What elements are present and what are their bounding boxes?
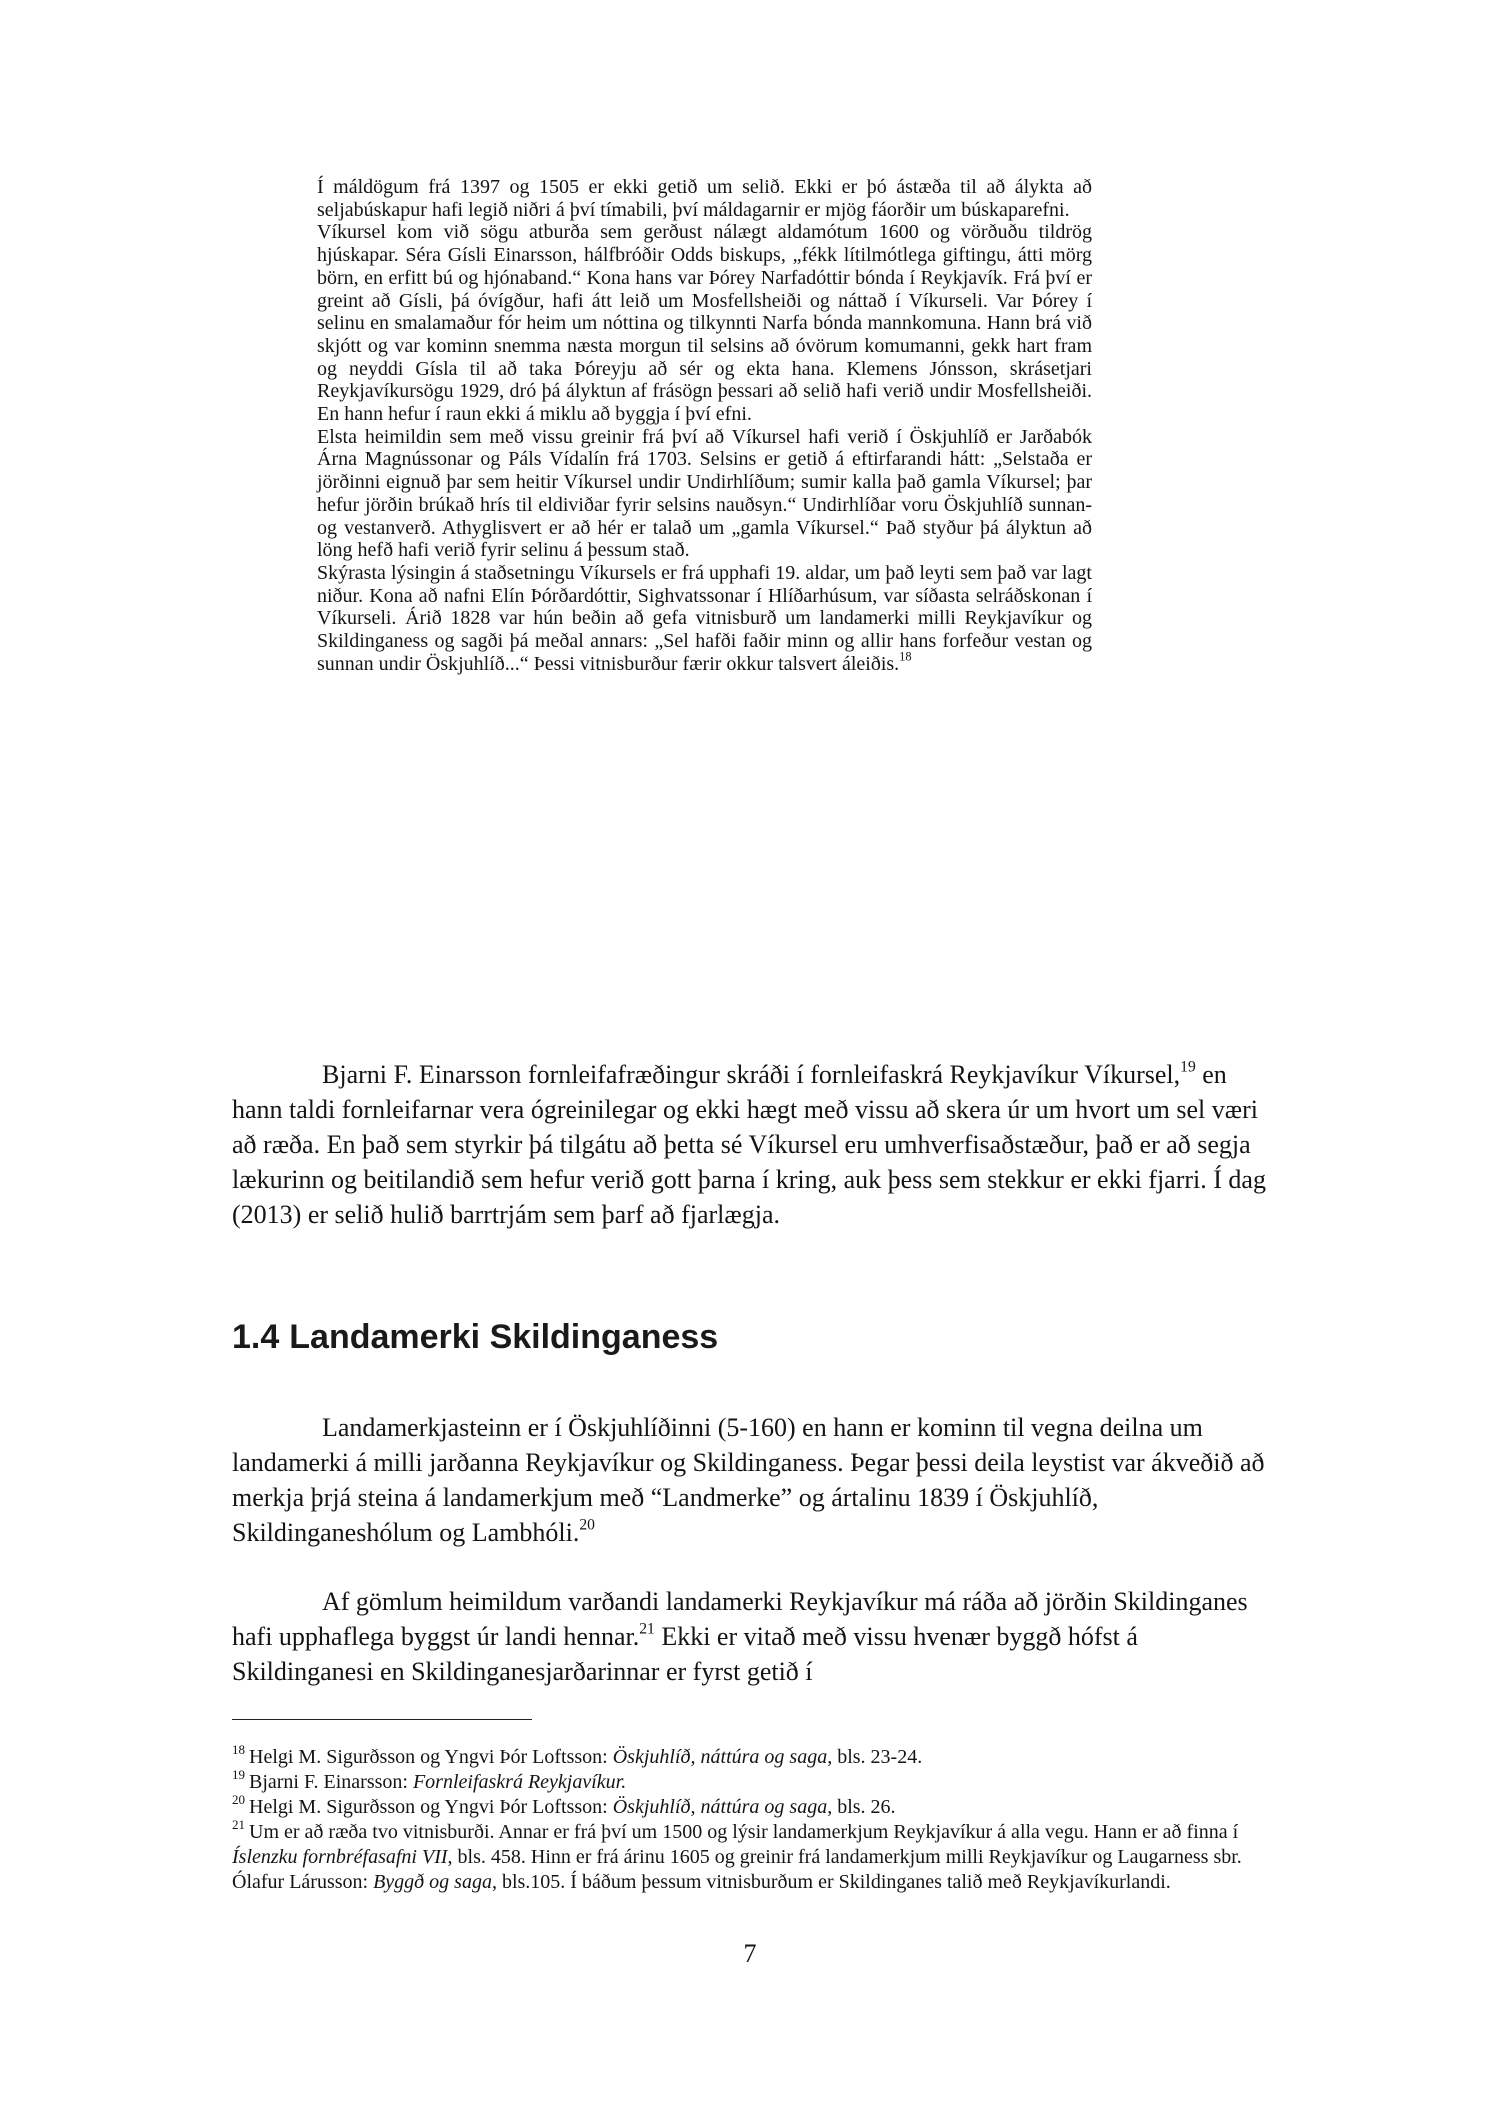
footnote-title: Öskjuhlíð, náttúra og saga,	[612, 1746, 833, 1768]
section-title: Landamerki Skildinganess	[289, 1318, 719, 1356]
footnote-text: Um er að ræða tvo vitnisburði. Annar er frá því um 1500 og lýsir landamerkjum Reykjavíkur á alla vegu. Hann er að finna í	[249, 1821, 1239, 1843]
footnote-ref-20[interactable]: 20	[579, 1516, 595, 1534]
footnote-text: Bjarni F. Einarsson:	[249, 1771, 413, 1793]
footnote-ref-19[interactable]: 19	[1180, 1058, 1196, 1076]
quote-paragraph-2: Víkursel kom við sögu atburða sem gerðust nálægt aldamótum 1600 og vörðuðu tildrög hjúskapar. Séra Gísli Einarsson, hálfbróðir Odds biskups, „fékk lítilmótlega giftingu, átti mörg börn, en erfitt bú og hjónaband.“ Kona hans var Þórey Narfadóttir bónda í Reykjavík. Frá því er greint að Gísli, þá óvígður, hafi átt leið um Mosfellsheiði og náttað í Víkurseli. Var Þórey í selinu en smalamaður fór heim um nóttina og tilkynnti Narfa bónda mannkomuna. Hann brá við skjótt og var kominn snemma næsta morgun til selsins að óvörum komumanni, gekk hart fram og neyddi Gísla til að taka Þóreyju að sér og ekta hana. Klemens Jónsson, skrásetjari Reykjavíkursögu 1929, dró þá ályktun af frásögn þessari að selið hafi verið undir Mosfellsheiði. En hann hefur í raun ekki á miklu að byggja í því efni.	[317, 221, 1092, 426]
footnote-text: , bls.105. Í báðum þessum vitnisburðum er Skildinganes talið með Reykjavíkurlandi.	[491, 1871, 1171, 1893]
footnotes	[232, 1741, 1280, 1895]
footnote-number: 18	[232, 1741, 245, 1757]
footnote-20	[232, 1791, 1280, 1820]
block-quote	[317, 176, 1092, 675]
footnote-number: 21	[232, 1816, 245, 1832]
footnote-title: Öskjuhlíð, náttúra og saga,	[612, 1796, 833, 1818]
footnote-text: Helgi M. Sigurðsson og Yngvi Þór Loftsson:	[249, 1746, 613, 1768]
footnote-text: bls. 26.	[832, 1796, 896, 1818]
quote-paragraph-3: Elsta heimildin sem með vissu greinir frá því að Víkursel hafi verið í Öskjuhlíð er Jarðabók Árna Magnússonar og Páls Vídalín frá 1703. Selsins er getið á eftirfarandi hátt: „Selstaða er jörðinni eignuð þar sem heitir Víkursel undir Undirhlíðum; sumir kalla það gamla Víkursel; þar hefur jörðin brúkað hrís til eldiviðar fyrir selsins nauðsyn.“ Undirhlíðar voru Öskjuhlíð sunnan- og vestanverð. Athyglisvert er að hér er talað um „gamla Víkursel.“ Það styður þá ályktun að löng hefð hafi verið fyrir selinu á þessum stað.	[317, 425, 1092, 562]
paragraph-gomlum-b: Ekki er vitað með vissu hvenær byggð hófst á Skildinganesi en Skildinganesjarðarinnar er fyrst getið í	[232, 1622, 1138, 1686]
section-heading	[232, 1318, 718, 1357]
footnote-text: , bls. 458. Hinn er frá árinu 1605 og greinir frá landamerkjum milli Reykjavíkur og Laugarness sbr. Ólafur Lárusson:	[232, 1846, 1242, 1893]
footnote-18	[232, 1741, 1280, 1770]
paragraph-gomlum-heimildum	[232, 1584, 1280, 1689]
paragraph-bjarni	[232, 1057, 1280, 1232]
footnote-number: 20	[232, 1791, 245, 1807]
paragraph-bjarni-b: en hann taldi fornleifarnar vera ógreinilegar og ekki hægt með vissu að skera úr um hvort um sel væri að ræða. En það sem styrkir þá tilgátu að þetta sé Víkursel eru umhverfisaðstæður, það er að segja lækurinn og beitilandið sem hefur verið gott þarna í kring, auk þess sem stekkur er ekki fjarri. Í dag (2013) er selið hulið barrtrjám sem þarf að fjarlægja.	[232, 1060, 1266, 1229]
paragraph-landamerkjasteinn-text: Landamerkjasteinn er í Öskjuhlíðinni (5-160) en hann er kominn til vegna deilna um landamerki á milli jarðanna Reykjavíkur og Skildinganess. Þegar þessi deila leystist var ákveðið að merkja þrjá steina á landamerkjum með “Landmerke” og ártalinu 1839 í Öskjuhlíð, Skildinganeshólum og Lambhóli.	[232, 1413, 1265, 1547]
footnote-title: Byggð og saga	[373, 1871, 492, 1893]
paragraph-landamerkjasteinn	[232, 1410, 1280, 1550]
footnote-number: 19	[232, 1766, 245, 1782]
quote-paragraph-4	[317, 562, 1092, 676]
footnote-title: Íslenzku fornbréfasafni VII	[232, 1846, 448, 1868]
footnote-text: bls. 23-24.	[832, 1746, 923, 1768]
footnote-ref-21[interactable]: 21	[639, 1620, 655, 1638]
paragraph-bjarni-a: Bjarni F. Einarsson fornleifafræðingur skráði í fornleifaskrá Reykjavíkur Víkursel,	[322, 1060, 1181, 1089]
section-number: 1.4	[232, 1318, 280, 1356]
footnote-21	[232, 1816, 1280, 1895]
footnote-text: Helgi M. Sigurðsson og Yngvi Þór Loftsson:	[249, 1796, 613, 1818]
paragraph-gomlum-a: Af gömlum heimildum varðandi landamerki Reykjavíkur má ráða að jörðin Skildinganes hafi upphaflega byggst úr landi hennar.	[232, 1587, 1248, 1651]
footnote-ref-18[interactable]: 18	[899, 649, 912, 664]
quote-paragraph-1: Í máldögum frá 1397 og 1505 er ekki getið um selið. Ekki er þó ástæða til að álykta að seljabúskapur hafi legið niðri á því tímabili, því máldagarnir er mjög fáorðir um búskaparefni.	[317, 176, 1092, 221]
page-number: 7	[743, 1939, 757, 1968]
quote-paragraph-4-text: Skýrasta lýsingin á staðsetningu Víkursels er frá upphafi 19. aldar, um það leyti sem það var lagt niður. Kona að nafni Elín Þórðardóttir, Sighvatssonar í Hlíðarhúsum, var síðasta selráðskonan í Víkurseli. Árið 1828 var hún beðin að gefa vitnisburð um landamerki milli Reykjavíkur og Skildinganess og sagði þá meðal annars: „Sel hafði faðir minn og allir hans forfeður vestan og sunnan undir Öskjuhlíð...“ Þessi vitnisburður færir okkur talsvert áleiðis.	[317, 561, 1092, 675]
footnote-divider	[232, 1719, 532, 1720]
footnote-title: Fornleifaskrá Reykjavíkur.	[412, 1771, 627, 1793]
footnote-19	[232, 1766, 1280, 1795]
